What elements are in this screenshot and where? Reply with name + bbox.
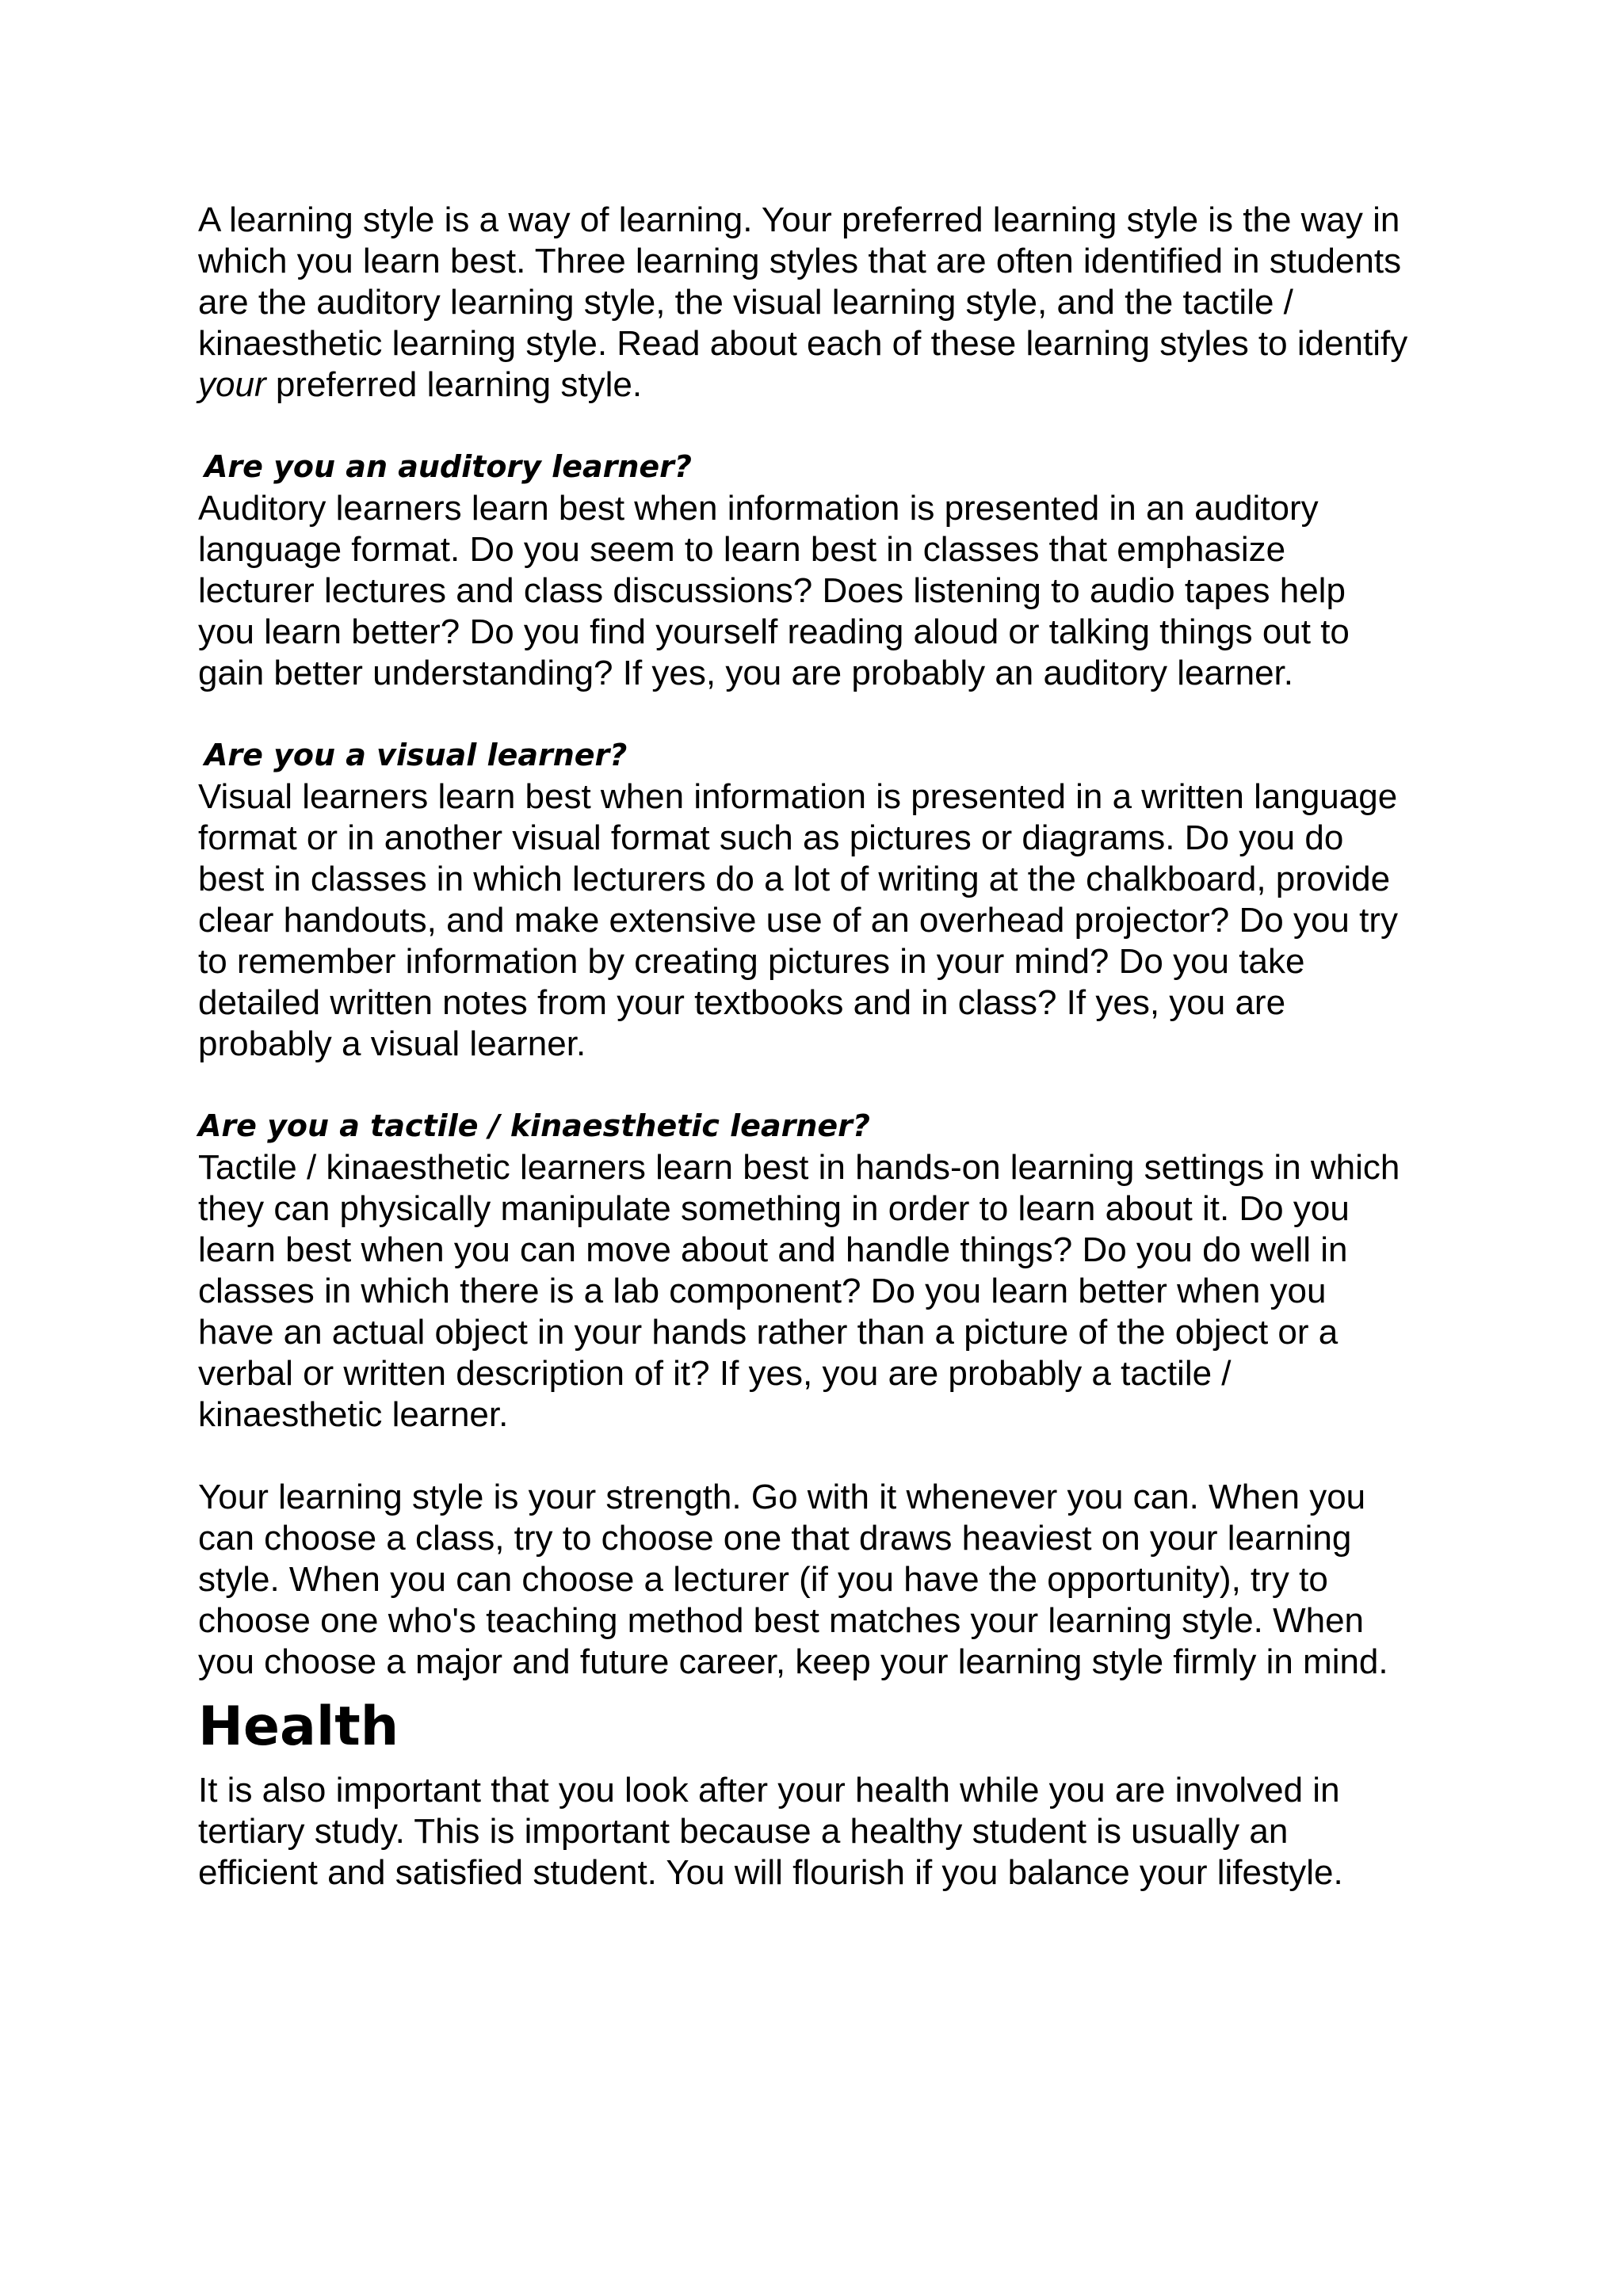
paragraph-line: A learning style is a way of learning. Your preferred learning style is the way in [198,200,1400,239]
paragraph-line: Your learning style is your strength. Go with it whenever you can. When you [198,1478,1366,1516]
visual-section [198,735,1442,1065]
paragraph-line: are the auditory learning style, the visual learning style, and the tactile / [198,283,1293,322]
auditory-heading: Are you an auditory learner? [204,449,692,484]
paragraph-line: they can physically manipulate something in order to learn about it. Do you [198,1189,1350,1228]
paragraph-spacer [198,694,1442,735]
paragraph-line: probably a visual learner. [198,1024,586,1063]
paragraph-line: kinaesthetic learner. [198,1395,509,1434]
auditory-section [198,447,1442,694]
paragraph-line: choose one who's teaching method best matches your learning style. When [198,1601,1365,1640]
paragraph-line: learn best when you can move about and handle things? Do you do well in [198,1230,1348,1269]
paragraph-line: Auditory learners learn best when information is presented in an auditory [198,489,1319,528]
paragraph-line: Tactile / kinaesthetic learners learn best in hands-on learning settings in which [198,1148,1400,1187]
paragraph-line: can choose a class, try to choose one that draws heaviest on your learning [198,1519,1352,1558]
paragraph-line: Visual learners learn best when information is presented in a written language [198,777,1398,816]
document-page [198,200,1442,1894]
paragraph-line: clear handouts, and make extensive use of an overhead projector? Do you try [198,901,1399,940]
paragraph-line [198,364,1442,406]
paragraph-line: tertiary study. This is important because a healthy student is usually an [198,1812,1289,1851]
paragraph-line: have an actual object in your hands rather than a picture of the object or a [198,1313,1338,1352]
paragraph-line: you learn better? Do you find yourself reading aloud or talking things out to [198,612,1350,651]
paragraph-spacer [198,1065,1442,1106]
paragraph-line: format or in another visual format such as pictures or diagrams. Do you do [198,818,1344,857]
tactile-heading: Are you a tactile / kinaesthetic learner? [198,1108,870,1143]
paragraph-line: you choose a major and future career, keep your learning style firmly in mind. [198,1642,1388,1681]
paragraph-line-rest: preferred learning style. [265,365,643,404]
strength-paragraph [198,1477,1442,1683]
paragraph-line: to remember information by creating pictures in your mind? Do you take [198,942,1305,981]
paragraph-spacer [198,1436,1442,1477]
paragraph-line: classes in which there is a lab component? Do you learn better when you [198,1272,1327,1310]
paragraph-line: language format. Do you seem to learn best in classes that emphasize [198,530,1286,569]
health-section [198,1688,1442,1894]
health-heading: Health [198,1695,399,1758]
paragraph-line: detailed written notes from your textbooks and in class? If yes, you are [198,983,1286,1022]
paragraph-spacer [198,406,1442,447]
paragraph-line: which you learn best. Three learning styles that are often identified in students [198,242,1402,280]
intro-paragraph [198,200,1442,406]
paragraph-line: style. When you can choose a lecturer (if you have the opportunity), try to [198,1560,1328,1599]
paragraph-line: efficient and satisfied student. You will flourish if you balance your lifestyle. [198,1853,1343,1892]
paragraph-line: It is also important that you look after your health while you are involved in [198,1771,1340,1810]
paragraph-line: gain better understanding? If yes, you are probably an auditory learner. [198,654,1294,692]
paragraph-line: lecturer lectures and class discussions? Does listening to audio tapes help [198,571,1346,610]
tactile-section [198,1106,1442,1436]
paragraph-line: best in classes in which lecturers do a lot of writing at the chalkboard, provide [198,860,1391,898]
emphasis-text: your [198,365,266,404]
paragraph-line: verbal or written description of it? If yes, you are probably a tactile / [198,1354,1232,1393]
paragraph-line: kinaesthetic learning style. Read about each of these learning styles to identify [198,324,1408,363]
visual-heading: Are you a visual learner? [204,738,628,772]
